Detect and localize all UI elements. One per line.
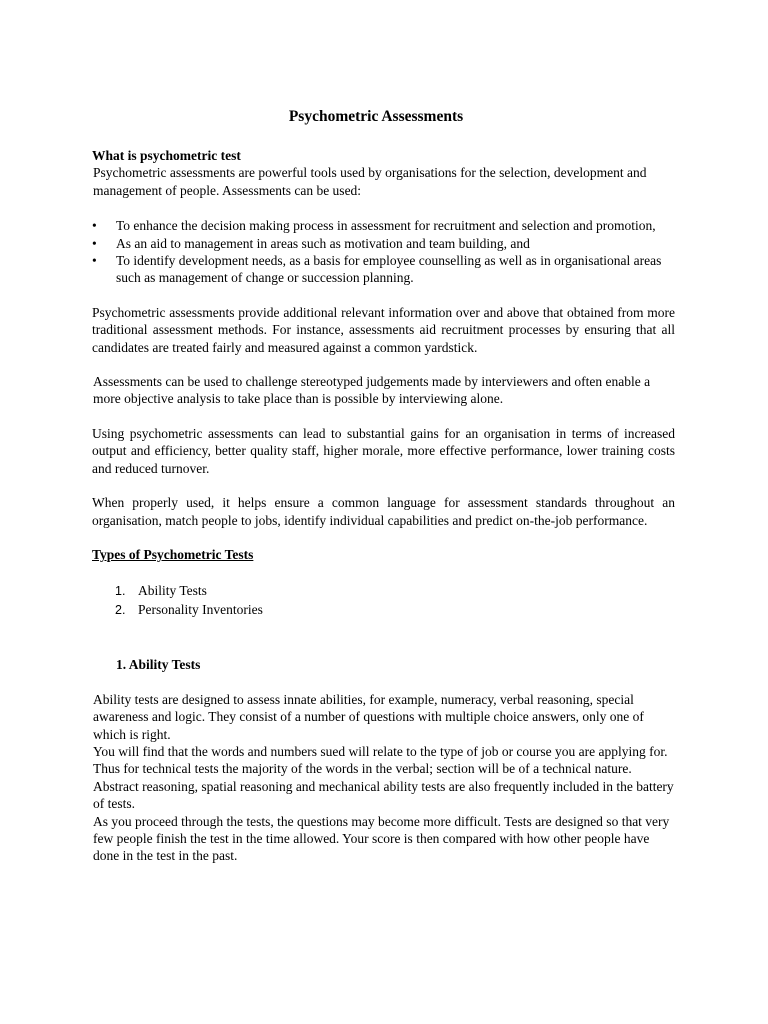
types-heading: Types of Psychometric Tests: [92, 546, 254, 562]
bullet-text: To identify development needs, as a basis for employee counselling as well as in organisational areas such as management of change or succession planning.: [116, 253, 662, 286]
body-paragraph: When properly used, it helps ensure a common language for assessment standards throughout an organisation, match people to jobs, identify individual capabilities and predict on-the-job performance.: [92, 495, 675, 528]
body-paragraph: Ability tests are designed to assess innate abilities, for example, numeracy, verbal reasoning, special awareness and logic. They consist of a number of questions with multiple choice answers, only one of which is right.: [93, 691, 644, 742]
bullet-item: [92, 217, 675, 234]
uses-bullet-list: [92, 217, 675, 287]
section-heading: What is psychometric test: [92, 148, 241, 163]
body-paragraph: You will find that the words and numbers sued will relate to the type of job or course you are applying for. Thus for technical tests the majority of the words in the verbal; section will be of a technical nature. Abstract reasoning, spatial reasoning and mechanical ability tests are also frequently included in the battery of tests.: [93, 743, 674, 812]
bullet-icon: •: [92, 253, 97, 269]
document-body: [92, 147, 675, 865]
body-paragraph: As you proceed through the tests, the questions may become more difficult. Tests are designed so that very few people finish the test in the time allowed. Your score is then compared with how other people have done in the test in the past.: [93, 813, 670, 864]
intro-paragraph: Psychometric assessments are powerful tools used by organisations for the selection, development and management of people. Assessments can be used:: [93, 165, 647, 198]
list-number: 1.: [115, 584, 126, 599]
bullet-icon: •: [92, 235, 97, 251]
body-paragraph: Assessments can be used to challenge stereotyped judgements made by interviewers and often enable a more objective analysis to take place than is possible by interviewing alone.: [93, 374, 651, 407]
types-numbered-list: [92, 582, 675, 619]
ability-tests-heading: 1. Ability Tests: [116, 657, 201, 673]
bullet-text: As an aid to management in areas such as motivation and team building, and: [116, 235, 530, 251]
bullet-item: [92, 252, 675, 287]
list-item-label: Ability Tests: [138, 583, 207, 599]
list-item: [92, 601, 675, 620]
bullet-text: To enhance the decision making process in assessment for recruitment and selection and promotion,: [116, 218, 656, 234]
list-item-label: Personality Inventories: [138, 601, 263, 617]
body-paragraph: Psychometric assessments provide additional relevant information over and above that obtained from more traditional assessment methods. For instance, assessments aid recruitment processes by ensuring that all candidates are treated fairly and measured against a common yardstick.: [92, 304, 675, 355]
bullet-item: [92, 235, 675, 252]
page-title: Psychometric Assessments: [288, 108, 464, 125]
list-item: [92, 582, 675, 601]
bullet-icon: •: [92, 218, 97, 234]
list-number: 2.: [115, 602, 126, 617]
body-paragraph: Using psychometric assessments can lead to substantial gains for an organisation in terms of increased output and efficiency, better quality staff, higher morale, more effective performance, lower training costs and reduced turnover.: [92, 425, 675, 476]
ability-tests-body: [93, 691, 675, 865]
